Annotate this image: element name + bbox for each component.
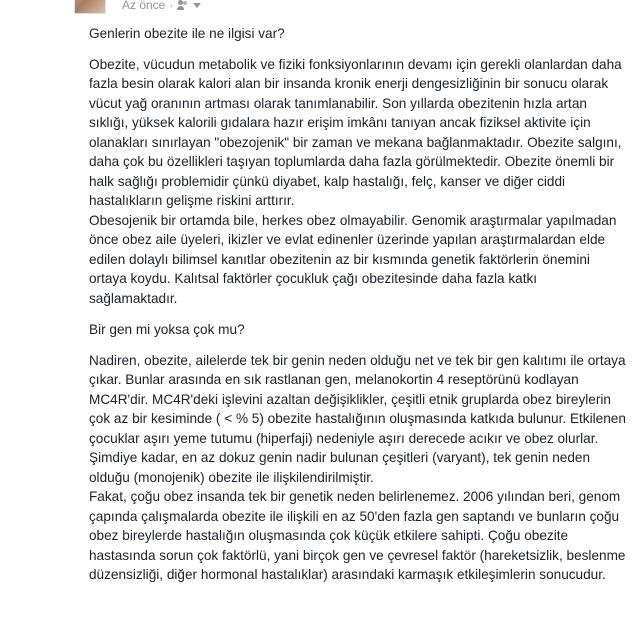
avatar[interactable] [74, 0, 106, 14]
paragraph: Obesojenik bir ortamda bile, herkes obez olmayabilir. Genomik araştırmalar yapılmadan önce obez aile üyeleri, ikizler ve evlat edinenler üzerinde yapılan araştırmalardan elde edilen dolaylı bilimsel kanıtlar obezitenin az bir kısmında genetik faktörlerin önemini ortaya koydu. Kalıtsal faktörler çocukluk çağı obezitesinde daha fazla katkı sağlamaktadır. [89, 212, 617, 306]
paragraph: Nadiren, obezite, ailelerde tek bir genin neden olduğu net ve tek bir gen kalıtımı ile ortaya çıkar. Bunlar arasında en sık rastlanan gen, melanokortin 4 reseptörünü kodlayan MC4R'dir. MC4R'deki işlevini azaltan değişiklikler, çeşitli etnik gruplarda obez bireylerin çok az bir kesiminde ( < % 5) obezite hastalığının oluşmasında katkıda bulunur. Etkilenen çocuklar aşırı yeme tutumu (hiperfaji) nedeniyle aşırı derecede acıkır ve obez olurlar. Şimdiye kadar, en az dokuz genin nadir bulunan çeşitleri (varyant), tek genin neden olduğu (monojenik) obezite ile ilişkilendirilmiştir. [89, 352, 626, 485]
section-heading: Genlerin obezite ile ne ilgisi var? [89, 26, 285, 41]
post-text [89, 24, 629, 597]
post-meta [122, 0, 201, 12]
post-timestamp[interactable]: Az önce [122, 0, 166, 12]
paragraph: Fakat, çoğu obez insanda tek bir genetik neden belirlenemez. 2006 yılından beri, genom çapında çalışmalarda obezite ile ilişkili en az 50'den fazla gen saptandı ve bunların çoğu obez bireylerde hastalığın oluşmasında çok küçük etkilere sahipti. Çoğu obezite hastasında sorun çok faktörlü, yani birçok gen ve çevresel faktör (hareketsizlik, beslenme düzensizliği, diğer hormonal hastalıklar) arasındaki karmaşık etkileşimlerin sonucudur. [89, 489, 626, 582]
meta-separator: · [169, 0, 174, 12]
chevron-down-icon[interactable] [193, 3, 201, 8]
paragraph: Obezite, vücudun metabolik ve fiziki fonksiyonlarının devamı için gerekli olanlardan daha fazla besin olarak kalori alan bir insanda kronik enerji dengesizliğinin bir sonucu olarak vücut yağ oranının artması olarak tanımlanabilir. Son yıllarda obezitenin hızla artan sıklığı, yüksek kalorili gıdalara hazır erişim imkânı tanıyan ancak fiziksel aktivite için olanakları sınırlayan "obezojenik" bir zaman ve mekana bağlanmaktadır. Obezite salgını, daha çok bu özellikleri taşıyan toplumlarda daha fazla görülmektedir. Obezite önemli bir halk sağlığı problemidir çünkü diyabet, kalp hastalığı, felç, kanser ve diğer ciddi hastalıkların gelişme riskini arttırır. [89, 56, 622, 208]
friends-icon[interactable] [177, 0, 188, 11]
post-header [0, 0, 640, 14]
section-heading: Bir gen mi yoksa çok mu? [89, 322, 245, 337]
